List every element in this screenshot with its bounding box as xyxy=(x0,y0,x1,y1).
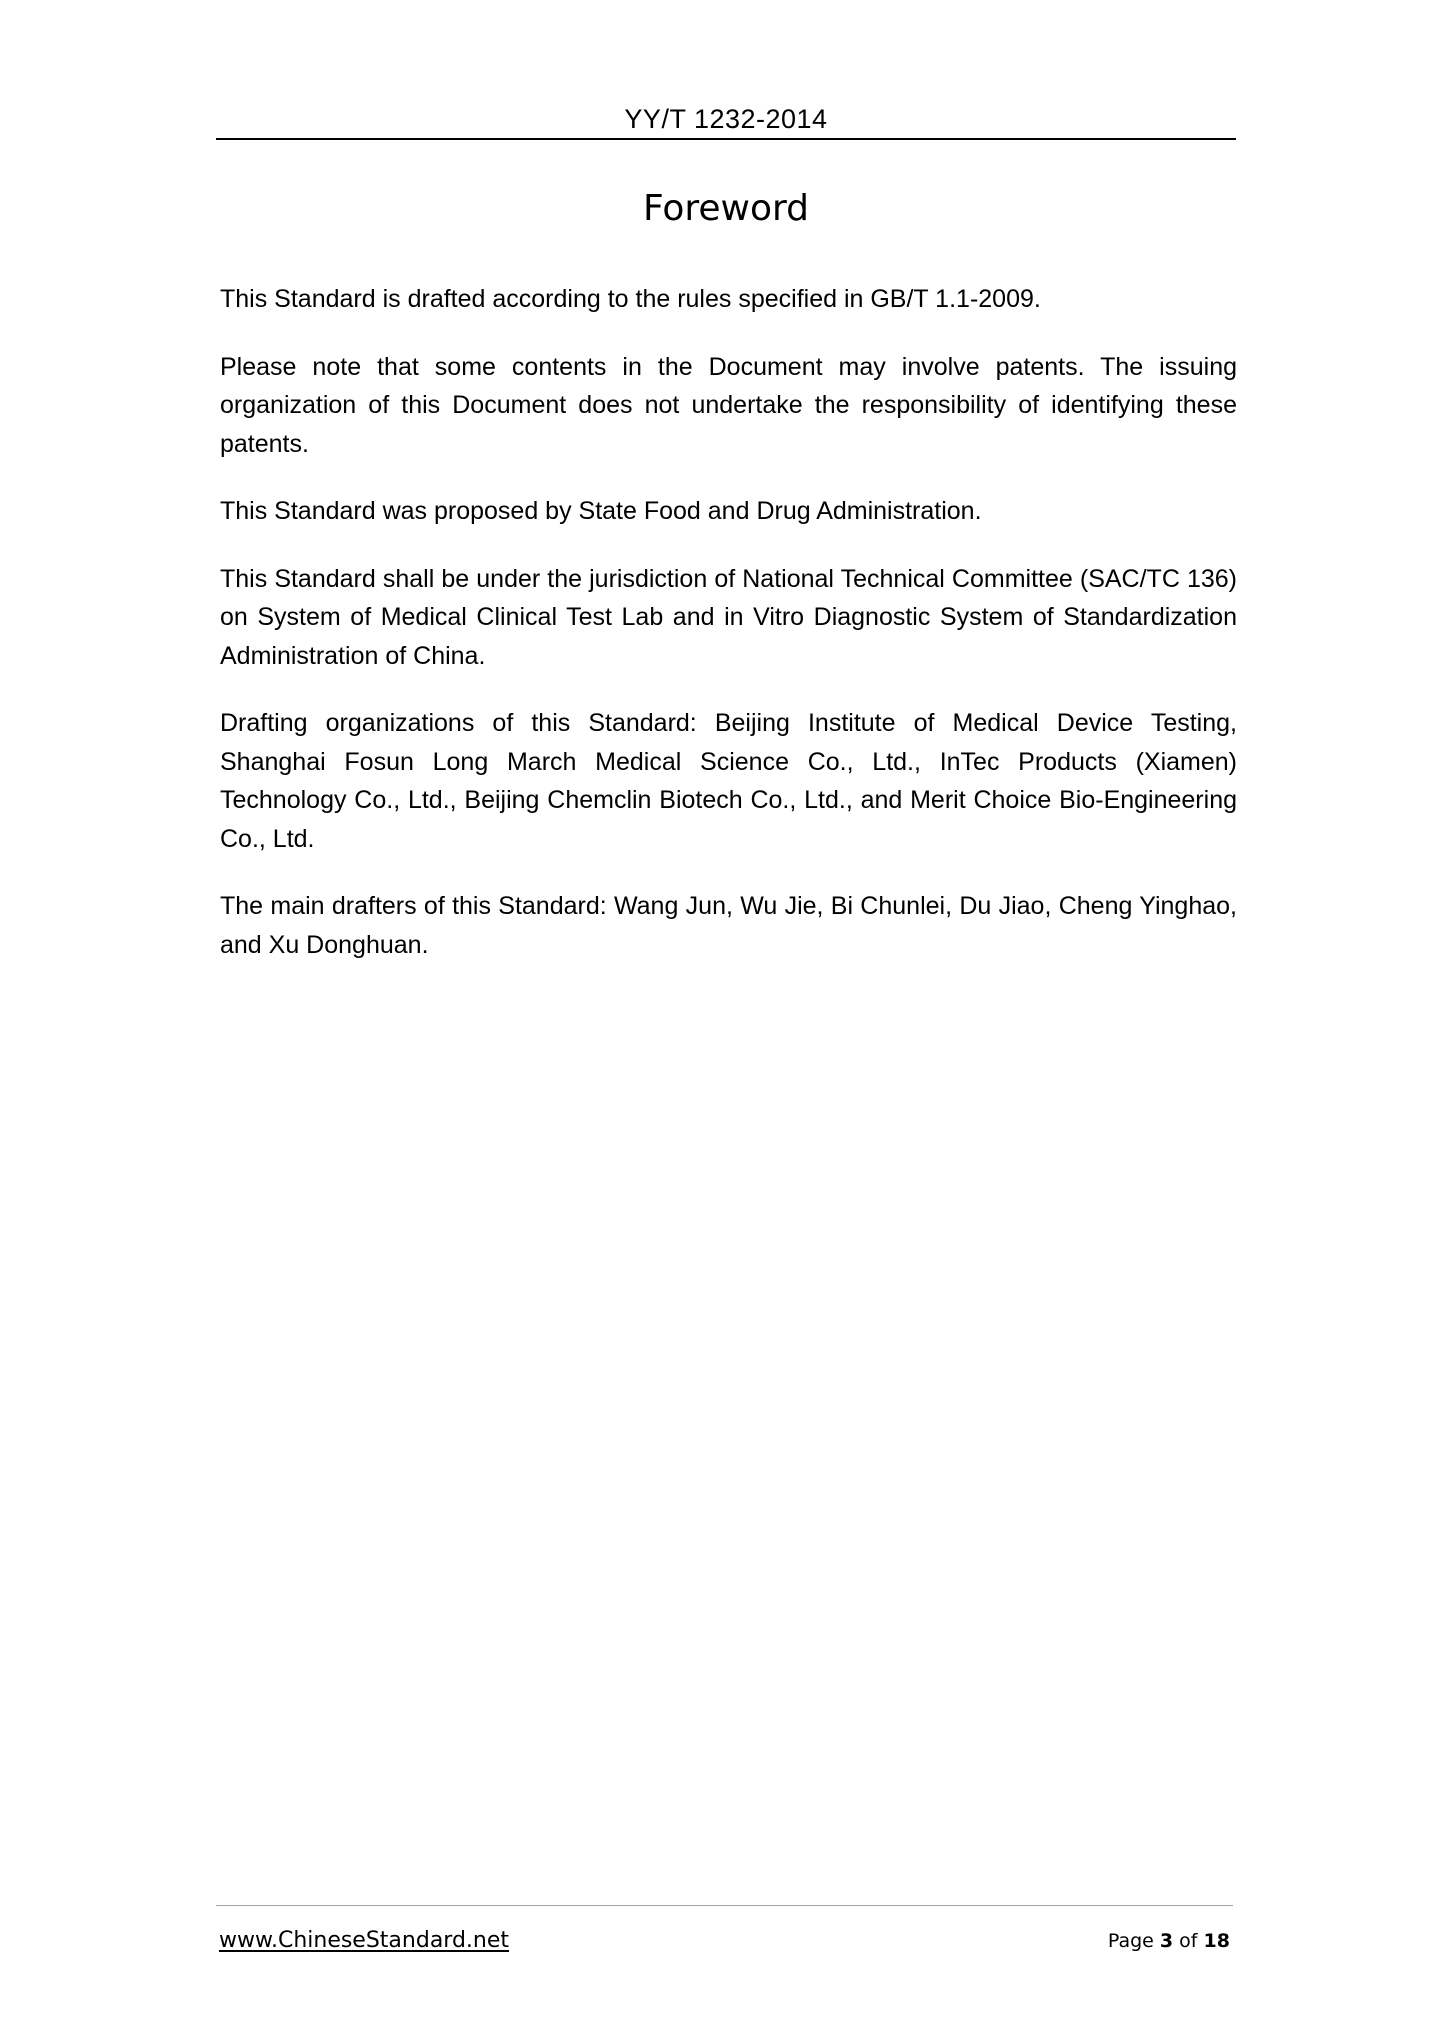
page-title: Foreword xyxy=(642,188,810,229)
foreword-body xyxy=(220,280,1237,993)
paragraph-jurisdiction: This Standard shall be under the jurisdiction of National Technical Committee (SAC/TC 136) on System of Medical Clinical Test Lab and in Vitro Diagnostic System of Standardization Administration of China. xyxy=(220,564,1237,670)
paragraph-proposed-by: This Standard was proposed by State Food and Drug Administration. xyxy=(220,497,982,525)
paragraph-main-drafters: The main drafters of this Standard: Wang Jun, Wu Jie, Bi Chunlei, Du Jiao, Cheng Yinghao, and Xu Donghuan. xyxy=(220,892,1237,959)
page-footer xyxy=(216,1905,1233,1966)
page-header xyxy=(216,98,1236,140)
page-number xyxy=(1108,1930,1230,1952)
page-total: 18 xyxy=(1203,1930,1230,1952)
document-code: YY/T 1232-2014 xyxy=(624,104,828,134)
paragraph-patents-notice: Please note that some contents in the Document may involve patents. The issuing organization of this Document does not undertake the responsibility of identifying these patents. xyxy=(220,352,1237,458)
page-of-word: of xyxy=(1179,1930,1198,1952)
website-link[interactable]: www.ChineseStandard.net xyxy=(219,1928,510,1953)
paragraph-drafting-rules: This Standard is drafted according to the rules specified in GB/T 1.1-2009. xyxy=(220,285,1041,313)
page-current: 3 xyxy=(1159,1930,1174,1952)
page-word: Page xyxy=(1107,1930,1154,1952)
paragraph-drafting-organizations: Drafting organizations of this Standard: Beijing Institute of Medical Device Testing, Shanghai Fosun Long March Medical Science Co., Ltd., InTec Products (Xiamen) Technology Co., Ltd., Beijing Chemclin Biotech Co., Ltd., and Merit Choice Bio-Engineering Co., Ltd. xyxy=(220,709,1237,853)
